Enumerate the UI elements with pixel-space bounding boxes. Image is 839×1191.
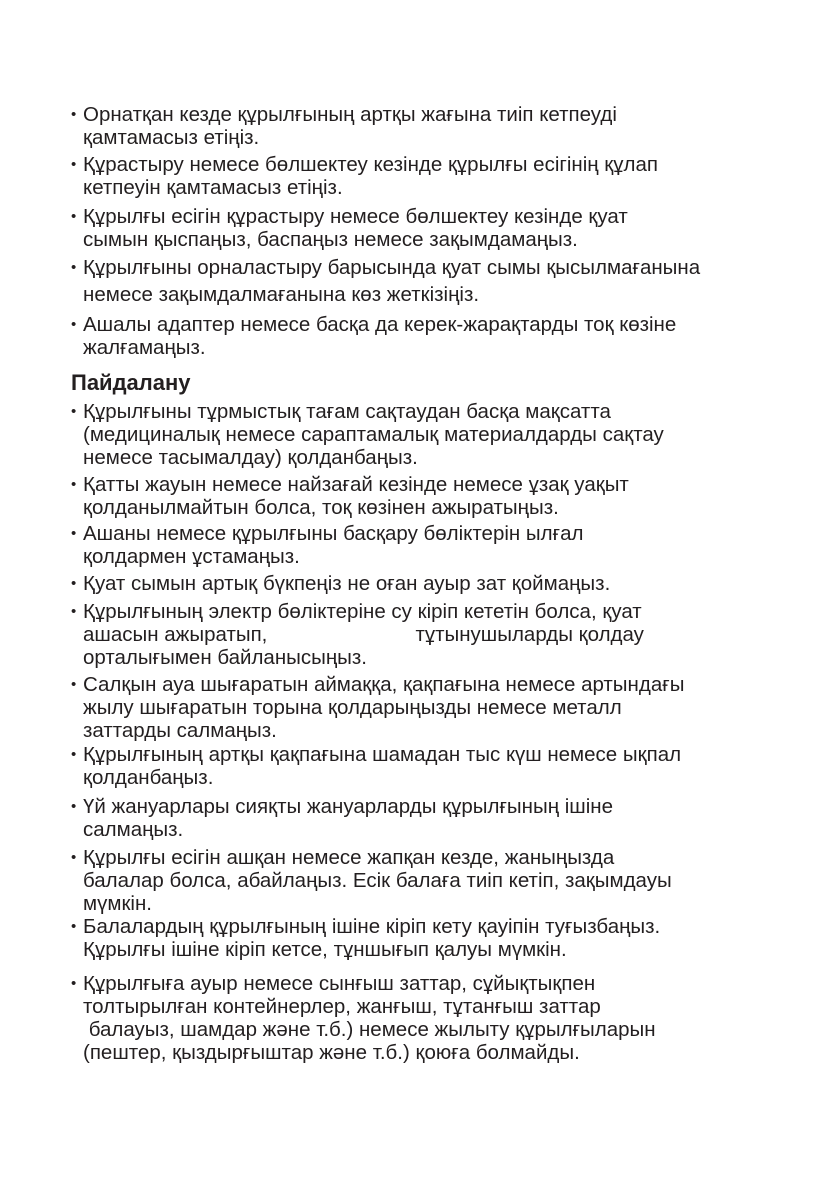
list-item — [71, 313, 771, 359]
item-text: сымын қыспаңыз, баспаңыз немесе зақымдамаңыз. — [83, 228, 578, 251]
item-text: немесе тасымалдау) қолданбаңыз. — [83, 446, 418, 469]
list-item — [71, 795, 771, 841]
bullet-icon: • — [71, 676, 77, 693]
item-text: заттарды салмаңыз. — [83, 719, 277, 742]
item-text: Орнатқан кезде құрылғының артқы жағына тиіп кетпеуді — [83, 103, 617, 126]
section-heading: Пайдалану — [71, 370, 191, 395]
item-text: мүмкін. — [83, 892, 152, 915]
item-text: Құрылғы есігін ашқан немесе жапқан кезде, жаныңызда — [83, 846, 615, 869]
list-item — [71, 600, 771, 669]
item-text: кетпеуін қамтамасыз етіңіз. — [83, 176, 343, 199]
item-text: Құрастыру немесе бөлшектеу кезінде құрылғы есігінің құлап — [83, 153, 658, 176]
item-text: Құрылғының электр бөліктеріне су кіріп кететін болса, қуат — [83, 600, 642, 623]
bullet-icon: • — [71, 259, 77, 276]
bullet-icon: • — [71, 975, 77, 992]
item-text: Қатты жауын немесе найзағай кезінде немесе ұзақ уақыт — [83, 473, 629, 496]
item-text: Қуат сымын артық бүкпеңіз не оған ауыр зат қоймаңыз. — [83, 572, 611, 595]
list-item — [71, 103, 771, 149]
item-text: (пештер, қыздырғыштар және т.б.) қоюға болмайды. — [83, 1041, 580, 1064]
bullet-icon: • — [71, 575, 77, 592]
item-text: балауыз, шамдар және т.б.) немесе жылыту құрылғыларын — [83, 1018, 656, 1041]
item-text: қолданылмайтын болса, тоқ көзінен ажыратыңыз. — [83, 496, 559, 519]
bullet-icon: • — [71, 403, 77, 420]
item-text: (медициналық немесе сараптамалық материалдарды сақтау — [83, 423, 664, 446]
item-text: толтырылған контейнерлер, жанғыш, тұтанғыш заттар — [83, 995, 601, 1018]
item-text: балалар болса, абайлаңыз. Есік балаға тиіп кетіп, зақымдауы — [83, 869, 672, 892]
item-text: Құрылғыға ауыр немесе сынғыш заттар, сұйықтықпен — [83, 972, 596, 995]
bullet-icon: • — [71, 746, 77, 763]
bullet-icon: • — [71, 476, 77, 493]
item-text: Үй жануарлары сияқты жануарларды құрылғының ішіне — [83, 795, 614, 818]
item-text: Құрылғы есігін құрастыру немесе бөлшектеу кезінде қуат — [83, 205, 628, 228]
item-text: салмаңыз. — [83, 818, 184, 841]
list-item — [71, 572, 771, 595]
bullet-icon: • — [71, 316, 77, 333]
bullet-icon: • — [71, 849, 77, 866]
item-text: орталығымен байланысыңыз. — [83, 646, 368, 669]
item-text: Балалардың құрылғының ішіне кіріп кету қауіпін туғызбаңыз. — [83, 915, 661, 938]
bullet-icon: • — [71, 156, 77, 173]
item-text: жылу шығаратын торына қолдарыңызды немесе металл — [83, 696, 622, 719]
item-text: қамтамасыз етіңіз. — [83, 126, 260, 149]
list-item — [71, 205, 771, 251]
item-text: немесе зақымдалмағанына көз жеткізіңіз. — [83, 283, 480, 306]
item-text: Салқын ауа шығаратын аймаққа, қақпағына немесе артындағы — [83, 673, 685, 696]
item-text: Ашаны немесе құрылғыны басқару бөліктерін ылғал — [83, 522, 584, 545]
item-text: Құрылғыны орналастыру барысында қуат сымы қысылмағанына — [83, 256, 701, 279]
list-item — [71, 915, 771, 961]
bullet-icon: • — [71, 918, 77, 935]
bullet-icon: • — [71, 208, 77, 225]
item-text: жалғамаңыз. — [83, 336, 206, 359]
item-text: Ашалы адаптер немесе басқа да керек-жарақтарды тоқ көзіне — [83, 313, 677, 336]
list-item — [71, 743, 771, 789]
item-text: Құрылғы ішіне кіріп кетсе, тұншығып қалуы мүмкін. — [83, 938, 567, 961]
item-text: қолдармен ұстамаңыз. — [83, 545, 300, 568]
bullet-icon: • — [71, 106, 77, 123]
list-item — [71, 846, 771, 915]
list-item — [71, 673, 771, 742]
bullet-icon: • — [71, 603, 77, 620]
item-text: ашасын ажыратып, тұтынушыларды қолдау — [83, 623, 644, 646]
item-text: Құрылғының артқы қақпағына шамадан тыс күш немесе ықпал — [83, 743, 682, 766]
item-text: Құрылғыны тұрмыстық тағам сақтаудан басқа мақсатта — [83, 400, 611, 423]
item-text: қолданбаңыз. — [83, 766, 214, 789]
list-item — [71, 522, 771, 568]
list-item — [71, 256, 771, 306]
bullet-icon: • — [71, 798, 77, 815]
list-item — [71, 153, 771, 199]
list-item — [71, 473, 771, 519]
list-item — [71, 972, 771, 1064]
bullet-icon: • — [71, 525, 77, 542]
list-item — [71, 400, 771, 469]
